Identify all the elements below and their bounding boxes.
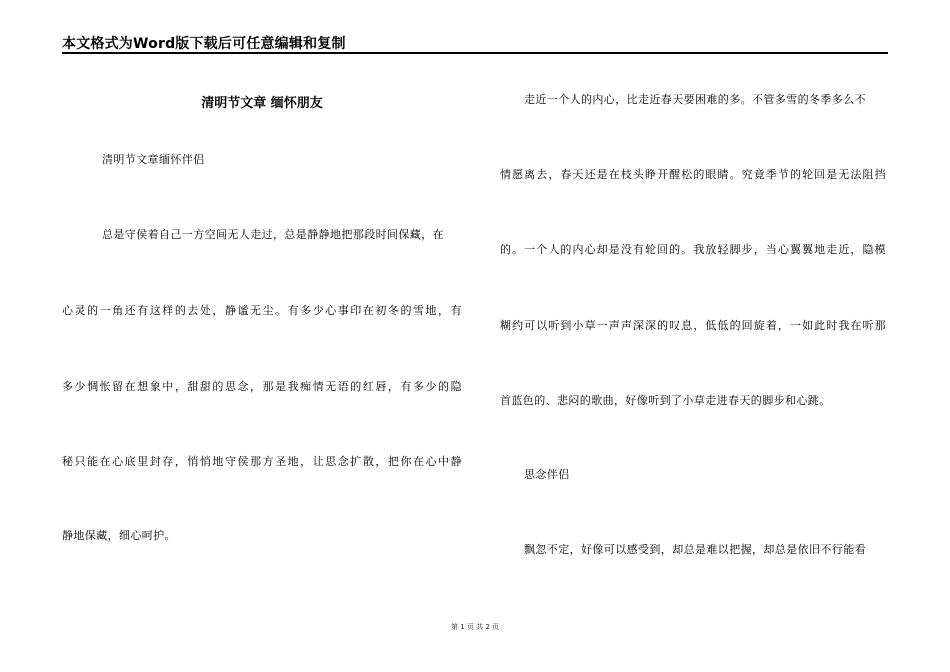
paragraph-line: 糊约可以听到小草一声声深深的叹息，低低的回旋着，一如此时我在听那	[500, 319, 886, 332]
page-indicator: 第 1 页 共 2 页	[450, 623, 500, 631]
paragraph-line: 走近一个人的内心，比走近春天要困难的多。不管多雪的冬季多么不	[524, 93, 866, 106]
paragraph-line: 情愿离去，春天还是在枝头睁开醒松的眼睛。究竟季节的轮回是无法阻挡	[500, 168, 886, 181]
document-title: 清明节文章 缅怀朋友	[201, 96, 323, 111]
paragraph-line: 清明节文章缅怀伴侣	[102, 153, 205, 166]
paragraph-line: 总是守侯着自己一方空间无人走过，总是静静地把那段时间保藏，在	[102, 228, 444, 241]
paragraph-line: 多少惆怅留在想象中，甜甜的思念，那是我痴情无语的红唇，有多少的隐	[62, 380, 462, 393]
section-heading: 思念伴侣	[524, 468, 570, 481]
paragraph-line: 静地保藏，细心呵护。	[62, 529, 176, 542]
paragraph-line: 的。一个人的内心却是没有轮回的。我放轻脚步，当心翼翼地走近，隐模	[500, 243, 886, 256]
paragraph-line: 秘只能在心底里封存，悄悄地守侯那方圣地，让思念扩散，把你在心中静	[62, 455, 462, 468]
paragraph-line: 首蓝色的、悲闷的歌曲，好像听到了小草走进春天的脚步和心跳。	[500, 394, 831, 407]
paragraph-line: 心灵的一角还有这样的去处，静谧无尘。有多少心事印在初冬的雪地，有	[62, 304, 462, 317]
paragraph-line: 飘忽不定，好像可以感受到，却总是难以把握，却总是依旧不行能看	[524, 543, 866, 556]
download-banner: 本文格式为Word版下载后可任意编辑和复制	[62, 36, 346, 52]
header-divider	[62, 52, 888, 54]
